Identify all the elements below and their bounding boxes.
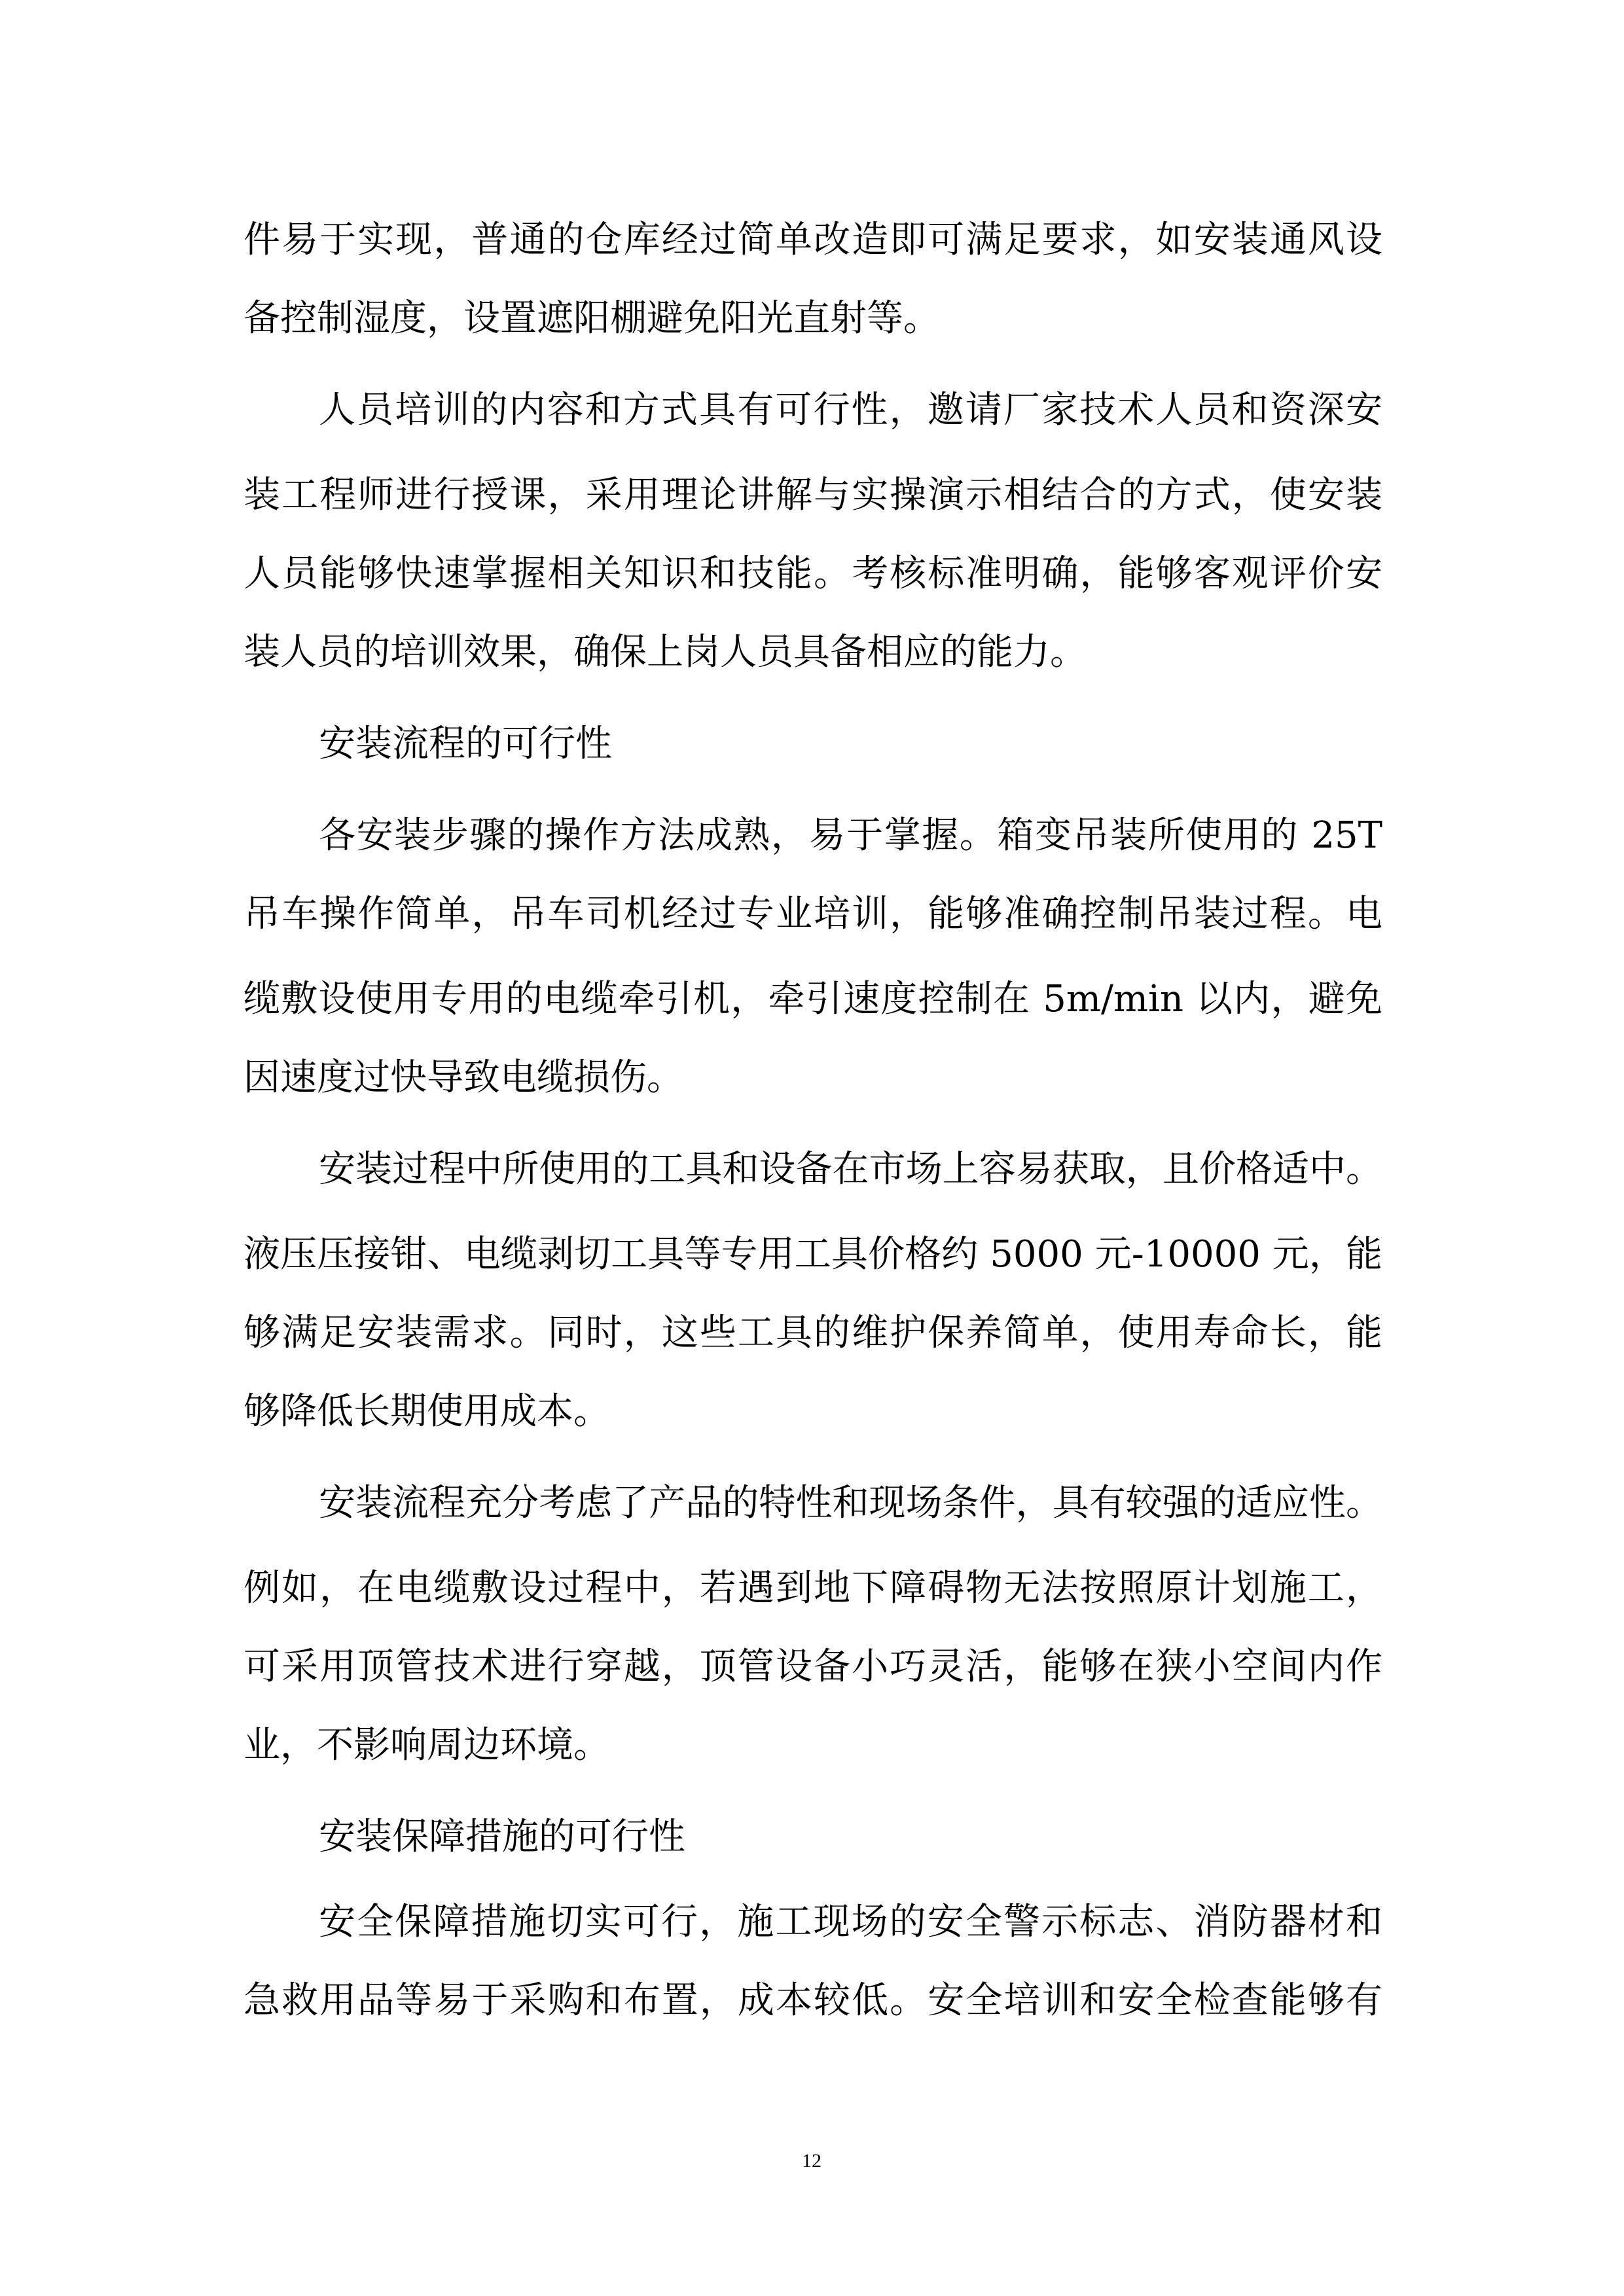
paragraph-line: 可采用顶管技术进行穿越，顶管设备小巧灵活，能够在狭小空间内作 [244,1645,1382,1688]
paragraph-line: 业，不影响周边环境。 [244,1724,610,1767]
paragraph-line: 装工程师进行授课，采用理论讲解与实操演示相结合的方式，使安装 [244,474,1382,516]
paragraph-line: 缆敷设使用专用的电缆牵引机，牵引速度控制在 5m/min 以内，避免 [244,978,1382,1020]
paragraph-line: 人员能够快速掌握相关知识和技能。考核标准明确，能够客观评价安 [244,552,1382,595]
paragraph-line: 人员培训的内容和方式具有可行性，邀请厂家技术人员和资深安 [319,389,1382,431]
paragraph-line: 件易于实现，普通的仓库经过简单改造即可满足要求，如安装通风设 [244,219,1382,261]
section-heading: 安装流程的可行性 [319,723,612,765]
paragraph-line: 液压压接钳、电缆剥切工具等专用工具价格约 5000 元-10000 元，能 [244,1233,1382,1276]
paragraph-line: 够降低长期使用成本。 [244,1390,610,1433]
section-heading: 安装保障措施的可行性 [319,1816,685,1858]
page-number: 12 [802,2150,821,2172]
paragraph-line: 吊车操作简单，吊车司机经过专业培训，能够准确控制吊装过程。电 [244,893,1382,935]
paragraph-line: 够满足安装需求。同时，这些工具的维护保养简单，使用寿命长，能 [244,1312,1382,1354]
paragraph-line: 安全保障措施切实可行，施工现场的安全警示标志、消防器材和 [319,1901,1382,1943]
paragraph-line: 因速度过快导致电缆损伤。 [244,1056,683,1099]
paragraph-line: 急救用品等易于采购和布置，成本较低。安全培训和安全检查能够有 [244,1979,1382,2022]
paragraph-line: 装人员的培训效果，确保上岗人员具备相应的能力。 [244,631,1087,673]
paragraph-line: 安装过程中所使用的工具和设备在市场上容易获取，且价格适中。 [319,1148,1382,1191]
paragraph-line: 各安装步骤的操作方法成熟，易于掌握。箱变吊装所使用的 25T [319,814,1382,857]
paragraph-line: 安装流程充分考虑了产品的特性和现场条件，具有较强的适应性。 [319,1482,1382,1524]
paragraph-line: 例如，在电缆敷设过程中，若遇到地下障碍物无法按照原计划施工， [244,1567,1382,1609]
paragraph-line: 备控制湿度，设置遮阳棚避免阳光直射等。 [244,297,940,340]
